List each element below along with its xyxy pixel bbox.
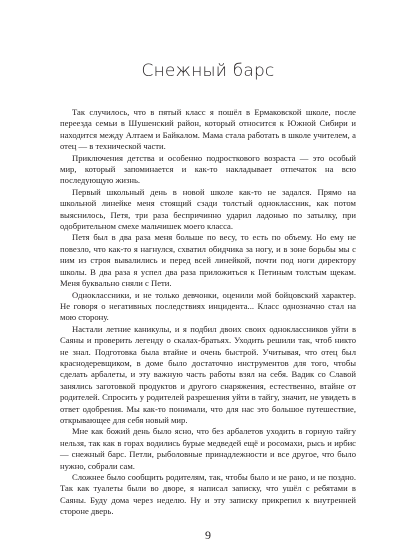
paragraph: Мне как божий день было ясно, что без арбалетов уходить в горную тайгу нельзя, так как в горах водились бурые медведей ещё и росомахи, рысь и ирбис — снежный барс. Петли, рыболовные принадлежности и все другое, что было нужно, собрали сам. xyxy=(60,426,356,471)
chapter-title: Снежный барс xyxy=(141,61,275,81)
paragraph: Настали летние каникулы, и я подбил двоих своих одноклассников уйти в Саяны и проверить легенду о скалах-братьях. Уходить решили так, чтоб никто не знал. Подготовка была втайне и очень быстрой. Учитывая, что отец был краснодеревщиком, в доме было достаточно инструментов для того, чтобы сделать арбалеты, и эту важную часть работы взял на себя. Вадик со Славой занялись заготовкой продуктов и другого снаряжения, естественно, втайне от родителей. Спросить у родителей разрешения уйти в тайгу, значит, не увидеть в ответ одобрения. Мы как-то понимали, что для нас это большое путешествие, открывающее для себя новый мир. xyxy=(60,323,356,425)
paragraph: Одноклассники, и не только девчонки, оценили мой бойцовский характер. Не говоря о негативных последствиях инцидента... Класс однозначно стал на мою сторону. xyxy=(60,289,356,323)
chapter-body xyxy=(60,107,356,518)
paragraph: Первый школьный день в новой школе как-то не задался. Прямо на школьной линейке меня стоящий сзади толстый одноклассник, как потом выяснилось, Петя, три раза беспричинно ударил ладонью по затылку, при одобрительном смехе мальчишек моего класса. xyxy=(60,186,356,232)
page-number: 9 xyxy=(205,528,211,542)
paragraph: Петя был в два раза меня больше по весу, то есть по объему. Но ему не повезло, что как-то я нагнулся, схватил обидчика за ногу, и в зоне борьбы мы с ним из строя вывалились и перед всей линейкой, почти под ноги директору школы. В два раза я успел два раза приложиться к Петиным толстым щекам. Меня буквально сняли с Пети. xyxy=(60,232,356,289)
paragraph: Приключения детства и особенно подросткового возраста — это особый мир, который запоминается и как-то накладывает отпечаток на всю последующую жизнь. xyxy=(60,152,356,186)
paragraph: Так случилось, что в пятый класс я пошёл в Ермаковской школе, после переезда семьи в Шушенский район, который относится к Южной Сибири и находится между Алтаем и Байкалом. Мама стала работать в школе учителем, а отец — в технической части. xyxy=(60,107,356,152)
paragraph: Сложнее было сообщить родителям, так, чтобы было и не рано, и не поздно. Так как туалеты были во дворе, я написал записку, что ушёл с ребятами в Саяны. Буду дома через неделю. Ну и эту записку прикрепил к внутренней стороне дверь. xyxy=(60,472,356,517)
